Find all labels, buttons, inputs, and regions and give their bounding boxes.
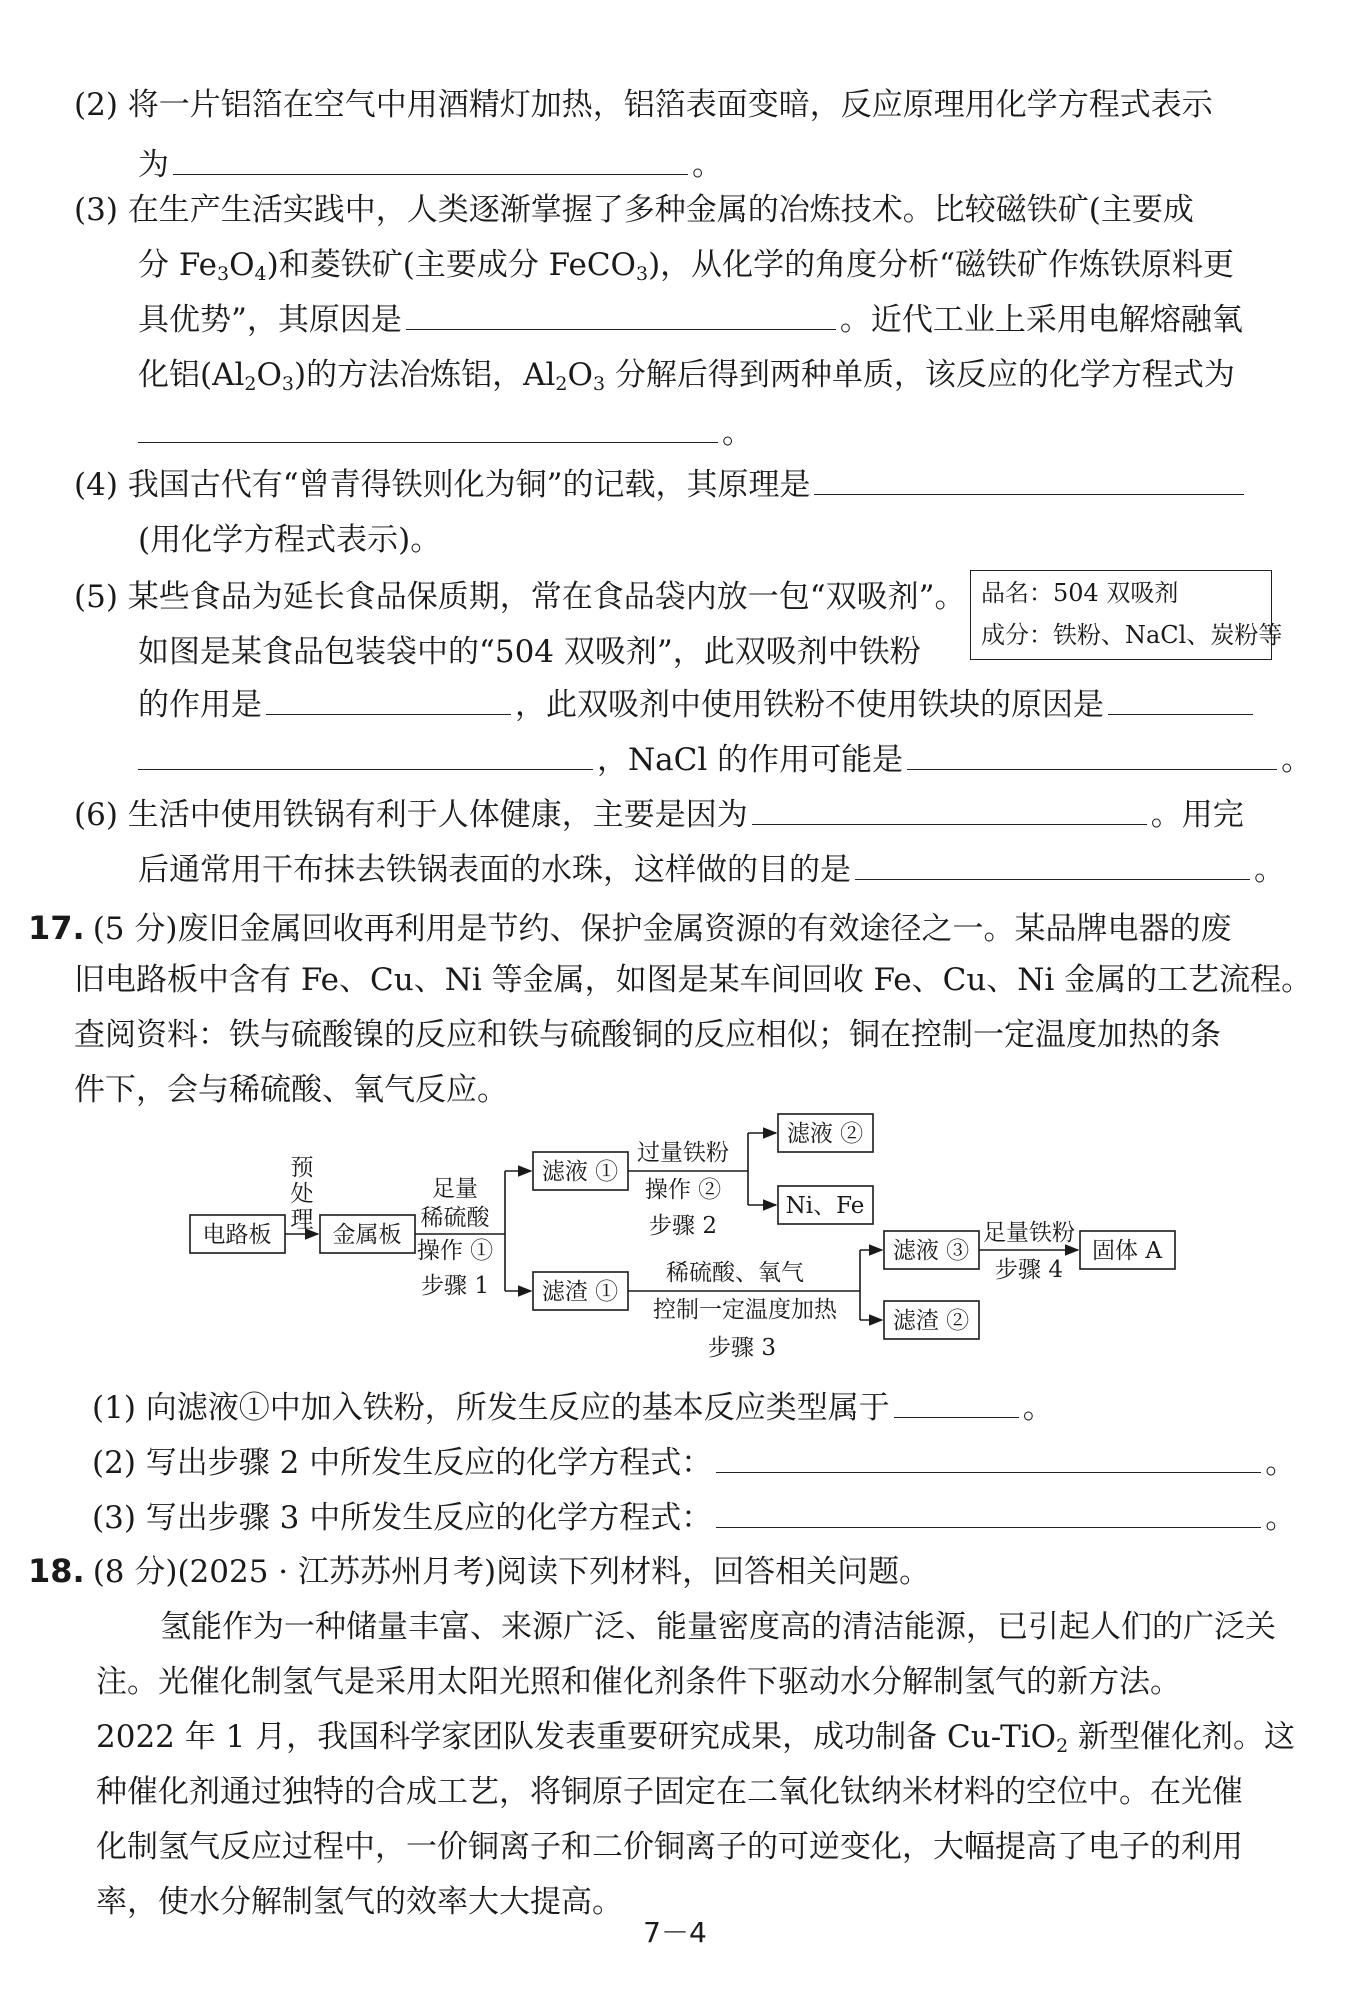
- question-number: 17.: [28, 909, 85, 947]
- label-step4-b: 步骤 4: [995, 1257, 1063, 1283]
- label-step2-a: 过量铁粉: [637, 1140, 729, 1166]
- label-step1-c: 操作 ①: [416, 1238, 494, 1264]
- label-step1-b: 稀硫酸: [420, 1205, 490, 1231]
- q16-p5-line2: 如图是某食品包装袋中的“504 双吸剂”，此双吸剂中铁粉: [138, 634, 921, 670]
- node-metal-plate: 金属板: [332, 1222, 402, 1248]
- node-filtrate-1: 滤液 ①: [541, 1159, 619, 1185]
- q18-para1: 氢能作为一种储量丰富、来源广泛、能量密度高的清洁能源，已引起人们的广泛关: [160, 1609, 1276, 1645]
- q18-para2: 注。光催化制氢气是采用太阳光照和催化剂条件下驱动水分解制氢气的新方法。: [96, 1664, 1181, 1700]
- q18-para3: 2022 年 1 月，我国科学家团队发表重要研究成果，成功制备 Cu-TiO$_2$ 新型催化剂。这: [96, 1719, 1296, 1757]
- label-pre-2: 处: [290, 1181, 314, 1207]
- q17-line2: 旧电路板中含有 Fe、Cu、Ni 等金属，如图是某车间回收 Fe、Cu、Ni 金属的工艺流程。: [74, 962, 1313, 998]
- q16-p3-line2: 分 $Fe_3O_4$)和菱铁矿(主要成分 FeCO$_3$)，从化学的角度分析“磁铁矿作炼铁原料更: [138, 247, 1235, 285]
- q17-sub2: (2) 写出步骤 2 中所发生反应的化学方程式： 。: [92, 1445, 1297, 1481]
- q16-p6-line2: 后通常用干布抹去铁锅表面的水珠，这样做的目的是 。: [138, 852, 1285, 888]
- label-pre-1: 预: [290, 1155, 314, 1181]
- label-step3-c: 步骤 3: [708, 1335, 776, 1361]
- node-ni-fe: Ni、Fe: [785, 1193, 865, 1219]
- q18-para5: 化制氢气反应过程中，一价铜离子和二价铜离子的可逆变化，大幅提高了电子的利用: [96, 1829, 1243, 1865]
- product-name: 品名：504 双吸剂: [981, 579, 1179, 607]
- page-number: 7－4: [643, 1916, 707, 1949]
- q16-p3-line1: (3) 在生产生活实践中，人类逐渐掌握了多种金属的冶炼技术。比较磁铁矿(主要成: [74, 192, 1194, 228]
- label-step2-b: 操作 ②: [644, 1177, 722, 1203]
- q16-p3-line4: 化铝$(Al_2O_3)$的方法冶炼铝，$Al_2O_3$ 分解后得到两种单质，该反应的化学方程式为: [138, 357, 1235, 395]
- q18-para4: 种催化剂通过独特的合成工艺，将铜原子固定在二氧化钛纳米材料的空位中。在光催: [96, 1774, 1243, 1810]
- label-step3-b: 控制一定温度加热: [653, 1297, 837, 1323]
- q16-p5-line1: (5) 某些食品为延长食品保质期，常在食品袋内放一包“双吸剂”。: [74, 579, 966, 615]
- question-number: 18.: [28, 1552, 85, 1590]
- node-filtrate-2: 滤液 ②: [786, 1121, 864, 1147]
- q16-p2-line1: (2) 将一片铝箔在空气中用酒精灯加热，铝箔表面变暗，反应原理用化学方程式表示: [74, 87, 1213, 123]
- answer-blank[interactable]: [894, 1416, 1019, 1418]
- node-residue-1: 滤渣 ①: [541, 1279, 619, 1305]
- q16-p5-line3: 的作用是 ，此双吸剂中使用铁粉不使用铁块的原因是: [138, 690, 1257, 721]
- product-ingredients: 成分：铁粉、NaCl、炭粉等: [981, 621, 1283, 649]
- label-step1-d: 步骤 1: [421, 1273, 489, 1299]
- label-step2-c: 步骤 2: [649, 1213, 717, 1239]
- node-residue-2: 滤渣 ②: [892, 1308, 970, 1334]
- answer-blank[interactable]: [716, 1526, 1261, 1528]
- q17-sub1: (1) 向滤液①中加入铁粉，所发生反应的基本反应类型属于 。: [92, 1390, 1054, 1426]
- q16-p3-line3: 具优势”，其原因是 。近代工业上采用电解熔融氧: [138, 302, 1243, 338]
- q18-line1: 18. (8 分)(2025 · 江苏苏州月考)阅读下列材料，回答相关问题。: [28, 1552, 931, 1590]
- node-filtrate-3: 滤液 ③: [892, 1238, 970, 1264]
- q16-p6-line1: (6) 生活中使用铁锅有利于人体健康，主要是因为 。用完: [74, 797, 1244, 833]
- q16-p3-line5: 。: [138, 418, 753, 449]
- label-pre-3: 理: [290, 1207, 314, 1233]
- q17-line4: 件下，会与稀硫酸、氧气反应。: [74, 1072, 508, 1108]
- q16-p2-line2: 为 。: [138, 147, 723, 183]
- q16-p5-line4: ，NaCl 的作用可能是 。: [138, 745, 1312, 776]
- label-step3-a: 稀硫酸、氧气: [666, 1260, 804, 1286]
- node-circuit-board: 电路板: [202, 1222, 272, 1248]
- q17-sub3: (3) 写出步骤 3 中所发生反应的化学方程式： 。: [92, 1500, 1297, 1536]
- q18-para6: 率，使水分解制氢气的效率大大提高。: [96, 1884, 623, 1920]
- q16-p4-line1: (4) 我国古代有“曾青得铁则化为铜”的记载，其原理是: [74, 470, 1248, 501]
- label-step1-a: 足量: [432, 1176, 478, 1202]
- q17-line3: 查阅资料：铁与硫酸镍的反应和铁与硫酸铜的反应相似；铜在控制一定温度加热的条: [74, 1017, 1221, 1053]
- label-step4-a: 足量铁粉: [983, 1220, 1075, 1246]
- answer-blank[interactable]: [716, 1471, 1261, 1473]
- q17-line1: 17. (5 分)废旧金属回收再利用是节约、保护金属资源的有效途径之一。某品牌电器的废: [28, 909, 1232, 947]
- node-solid-a: 固体 A: [1092, 1238, 1162, 1264]
- q16-p4-line2: (用化学方程式表示)。: [138, 522, 442, 558]
